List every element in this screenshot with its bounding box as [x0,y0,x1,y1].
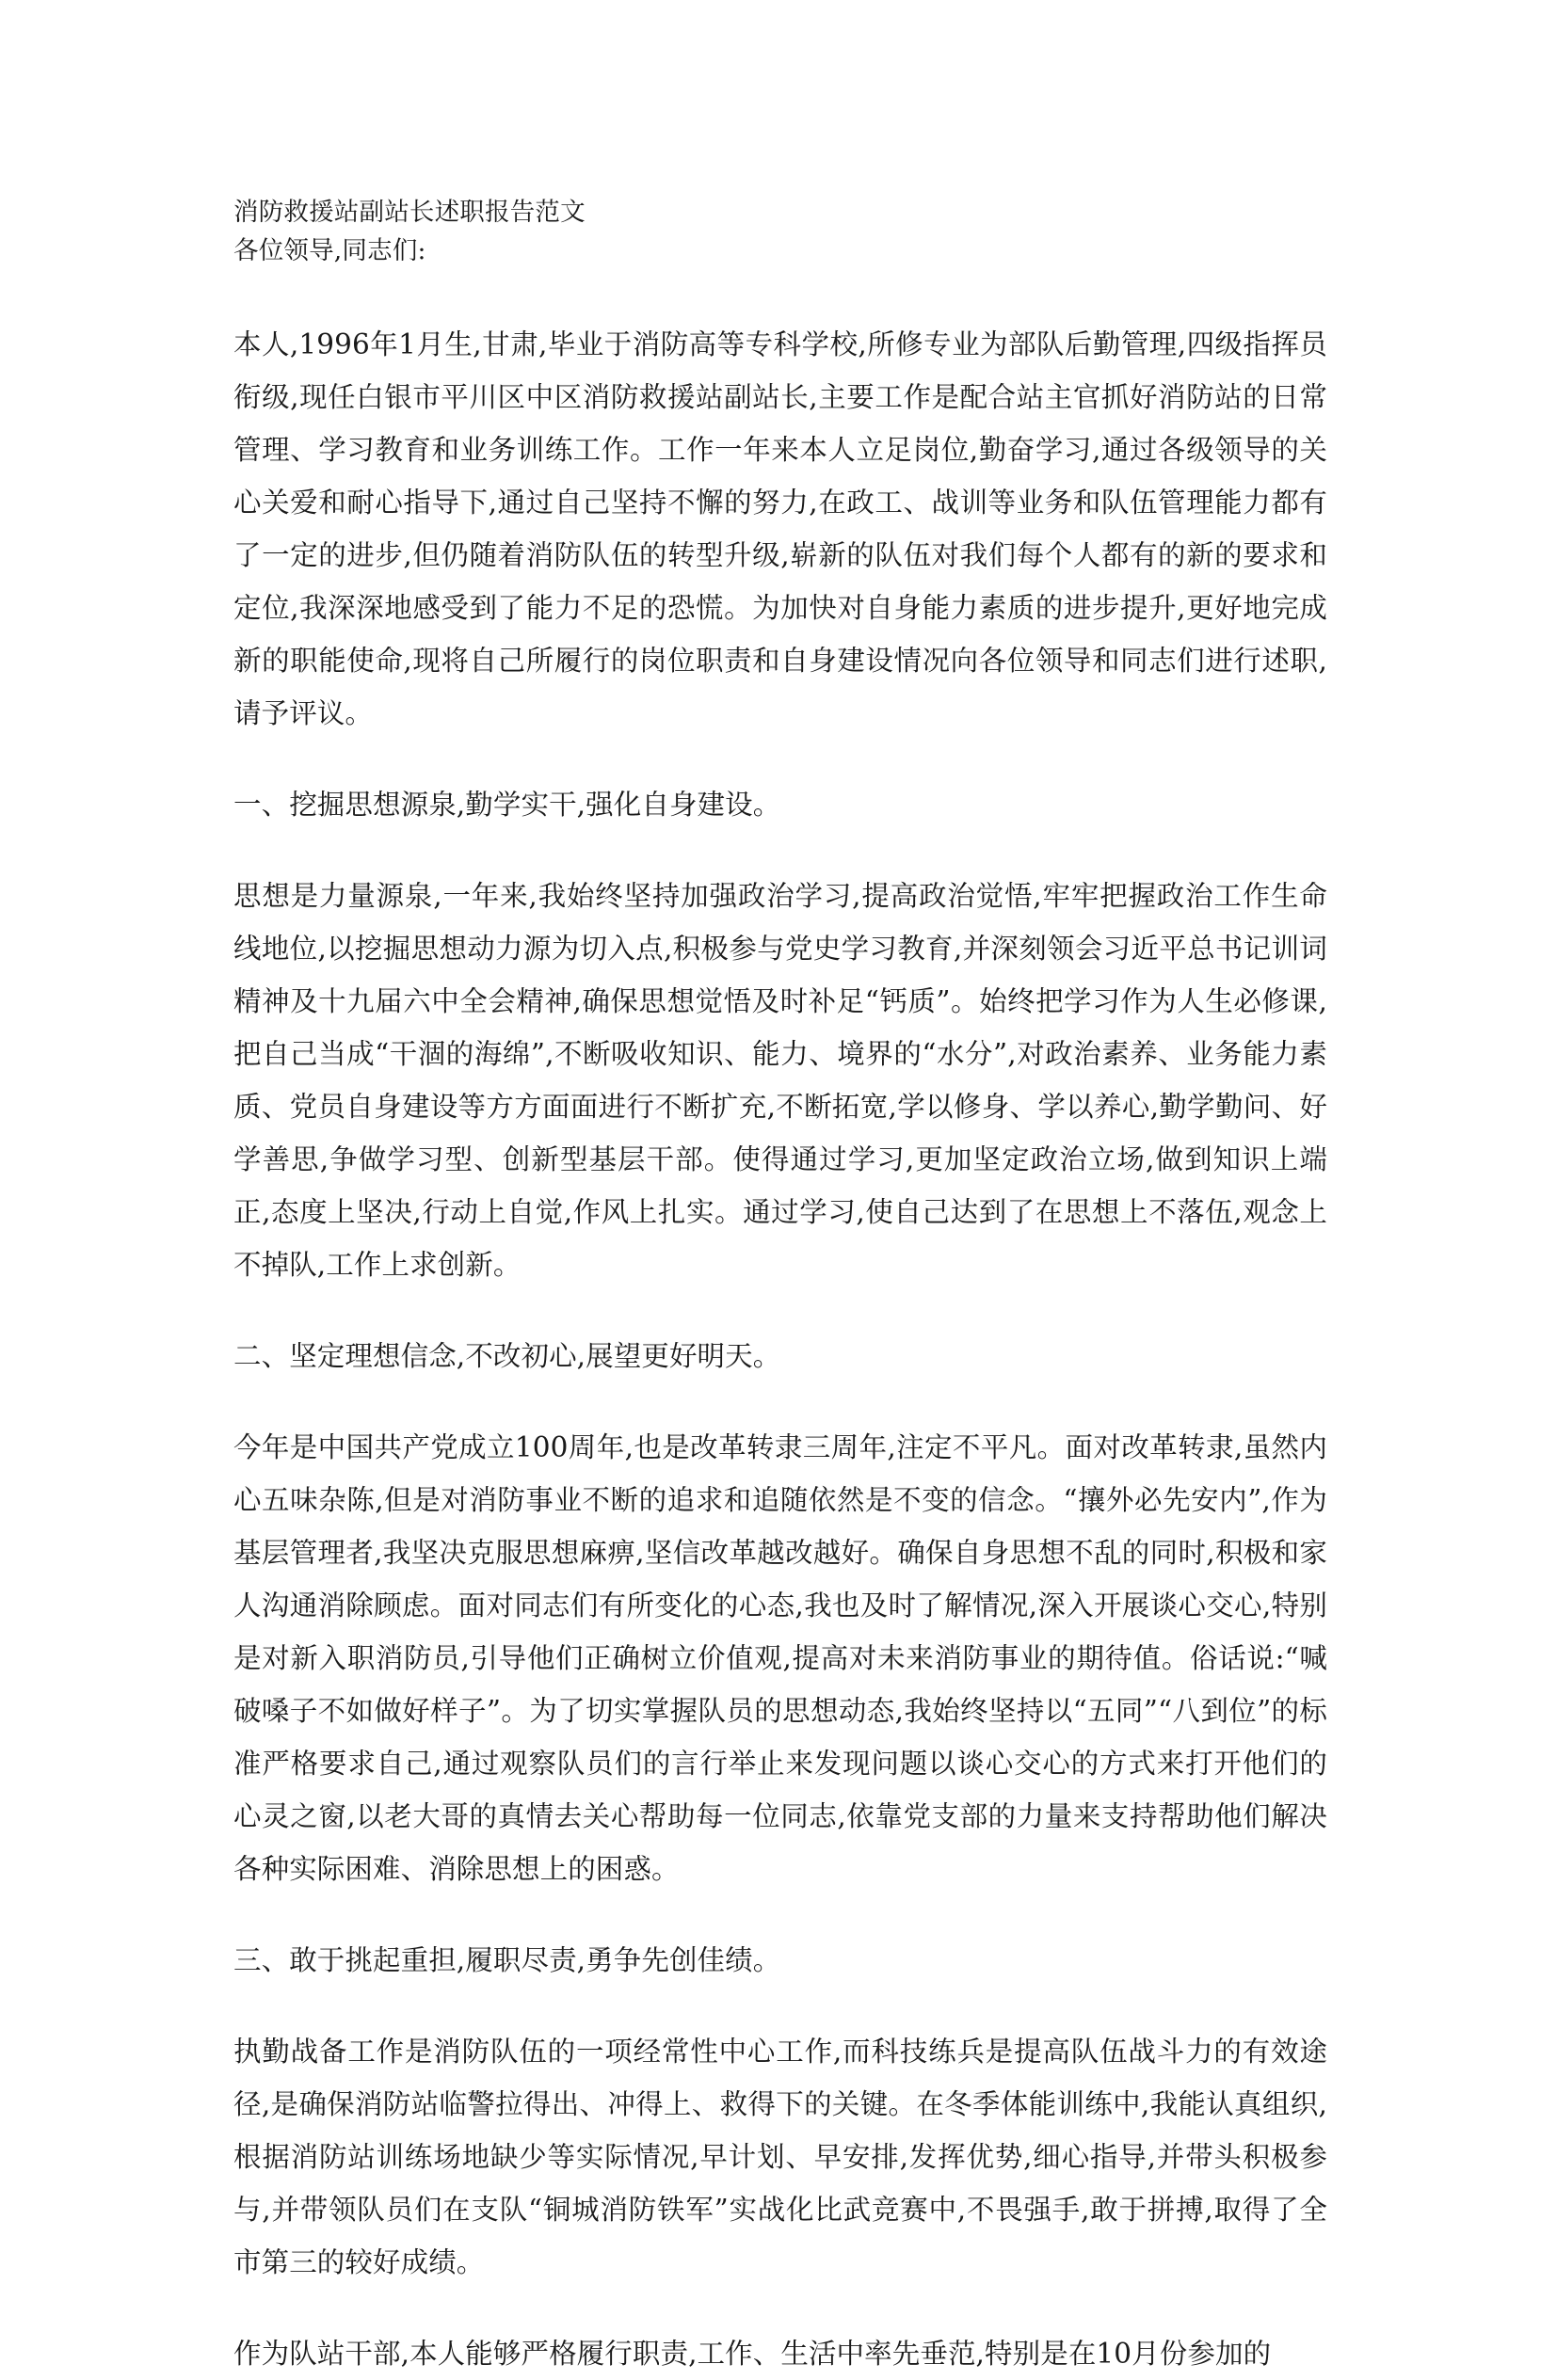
document-title: 消防救援站副站长述职报告范文 [233,198,586,227]
section-heading-1: 一、挖掘思想源泉,勤学实干,强化自身建设。 [233,789,781,821]
document-body [233,193,1327,2380]
paragraph-intro: 本人,1996年1月生,甘肃,毕业于消防高等专科学校,所修专业为部队后勤管理,四级指挥员衔级,现任白银市平川区中区消防救援站副站长,主要工作是配合站主官抓好消防站的日常管理、学习教育和业务训练工作。工作一年来本人立足岗位,勤奋学习,通过各级领导的关心关爱和耐心指导下,通过自己坚持不懈的努力,在政工、战训等业务和队伍管理能力都有了一定的进步,但仍随着消防队伍的转型升级,崭新的队伍对我们每个人都有的新的要求和定位,我深深地感受到了能力不足的恐慌。为加快对自身能力素质的进步提升,更好地完成新的职能使命,现将自己所履行的岗位职责和自身建设情况向各位领导和同志们进行述职,请予评议。 [233,328,1327,729]
paragraph-section-1-body: 思想是力量源泉,一年来,我始终坚持加强政治学习,提高政治觉悟,牢牢把握政治工作生命线地位,以挖掘思想动力源为切入点,积极参与党史学习教育,并深刻领会习近平总书记训词精神及十九届六中全会精神,确保思想觉悟及时补足“钙质”。始终把学习作为人生必修课,把自己当成“干涸的海绵”,不断吸收知识、能力、境界的“水分”,对政治素养、业务能力素质、党员自身建设等方方面面进行不断扩充,不断拓宽,学以修身、学以养心,勤学勤问、好学善思,争做学习型、创新型基层干部。使得通过学习,更加坚定政治立场,做到知识上端正,态度上坚决,行动上自觉,作风上扎实。通过学习,使自己达到了在思想上不落伍,观念上不掉队,工作上求创新。 [233,880,1327,1281]
paragraph-section-2-body: 今年是中国共产党成立100周年,也是改革转隶三周年,注定不平凡。面对改革转隶,虽然内心五味杂陈,但是对消防事业不断的追求和追随依然是不变的信念。“攘外必先安内”,作为基层管理者,我坚决克服思想麻痹,坚信改革越改越好。确保自身思想不乱的同时,积极和家人沟通消除顾虑。面对同志们有所变化的心态,我也及时了解情况,深入开展谈心交心,特别是对新入职消防员,引导他们正确树立价值观,提高对未来消防事业的期待值。俗话说:“喊破嗓子不如做好样子”。为了切实掌握队员的思想动态,我始终坚持以“五同”“八到位”的标准严格要求自己,通过观察队员们的言行举止来发现问题以谈心交心的方式来打开他们的心灵之窗,以老大哥的真情去关心帮助每一位同志,依靠党支部的力量来支持帮助他们解决各种实际困难、消除思想上的困惑。 [233,1431,1327,1885]
section-heading-3: 三、敢于挑起重担,履职尽责,勇争先创佳绩。 [233,1944,781,1976]
paragraph-section-3-body-continued: 作为队站干部,本人能够严格履行职责,工作、生活中率先垂范,特别是在10月份参加的 [233,2338,1272,2370]
paragraph-section-3-body: 执勤战备工作是消防队伍的一项经常性中心工作,而科技练兵是提高队伍战斗力的有效途径,是确保消防站临警拉得出、冲得上、救得下的关键。在冬季体能训练中,我能认真组织,根据消防站训练场地缺少等实际情况,早计划、早安排,发挥优势,细心指导,并带头积极参与,并带领队员们在支队“铜城消防铁军”实战化比武竞赛中,不畏强手,敢于拼搏,取得了全市第三的较好成绩。 [233,2036,1327,2278]
section-heading-2: 二、坚定理想信念,不改初心,展望更好明天。 [233,1340,781,1372]
document-salutation: 各位领导,同志们: [233,236,426,265]
